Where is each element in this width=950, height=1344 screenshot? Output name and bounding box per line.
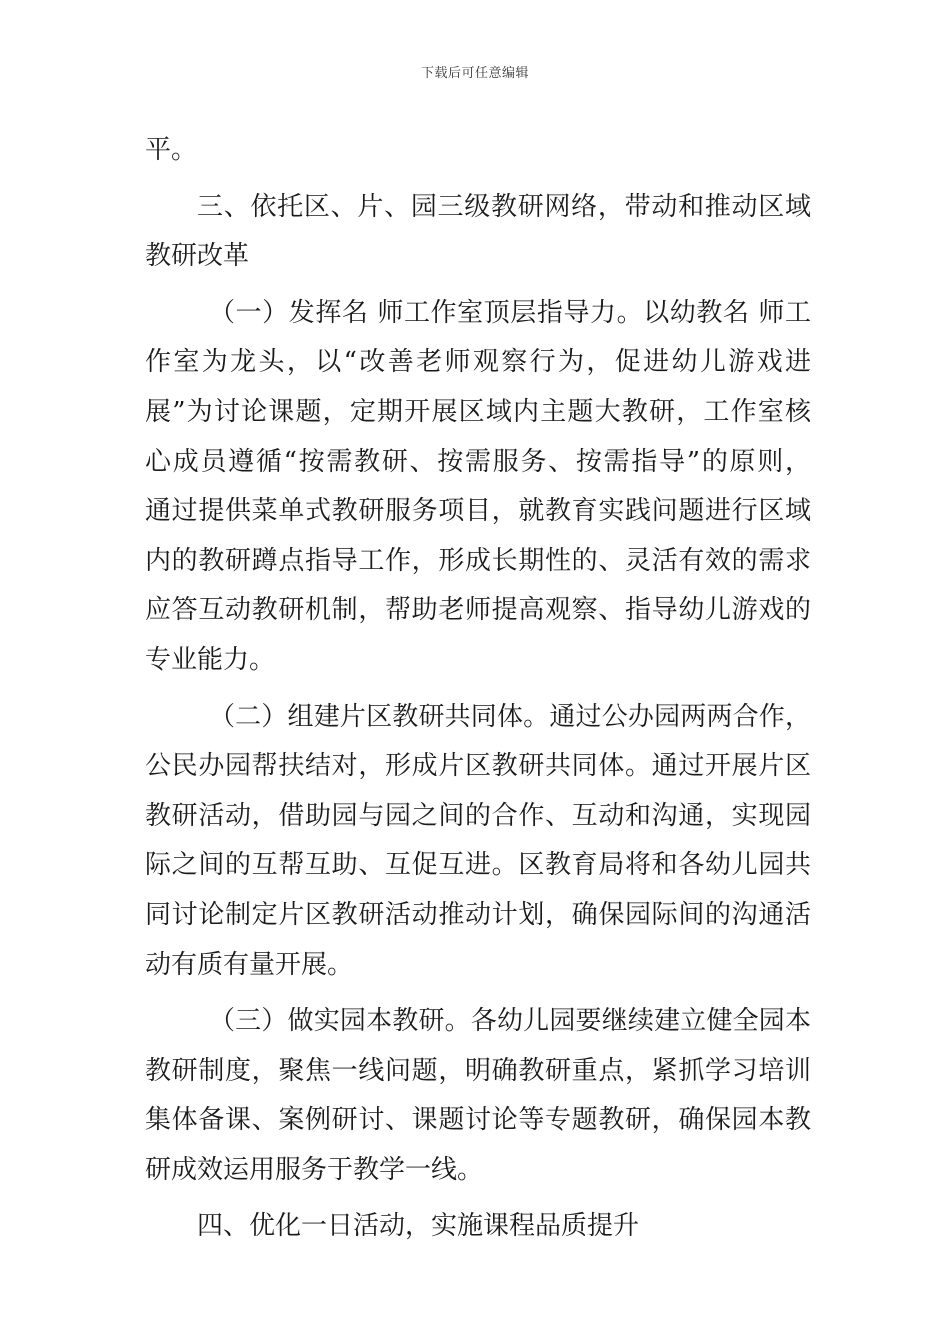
text-line: 公民办园帮扶结对，形成片区教研共同体。通过开展片区 — [145, 751, 811, 782]
text-line: 平。 — [145, 135, 198, 165]
text-line: （三）做实园本教研。各幼儿园要继续建立健全园本 — [209, 1006, 811, 1037]
paragraph — [145, 289, 811, 686]
text-line: 作室为龙头，以“改善老师观察行为，促进幼儿游戏进 — [145, 347, 811, 378]
paragraph — [145, 693, 811, 991]
text-line: 同讨论制定片区教研活动推动计划，确保园际间的沟通活 — [145, 899, 811, 930]
text-line: （一）发挥名 师工作室顶层指导力。以幼教名 师工 — [209, 297, 811, 328]
text-line: 动有质有量开展。 — [145, 949, 354, 980]
text-line: 三、依托区、片、园三级教研网络，带动和推动区域 — [197, 191, 811, 222]
text-line: 展”为讨论课题，定期开展区域内主题大教研，工作室核 — [145, 396, 811, 427]
text-line: 教研制度，聚焦一线问题，明确教研重点，紧抓学习培训 — [145, 1055, 811, 1086]
text-line: 研成效运用服务于教学一线。 — [145, 1154, 484, 1185]
section-heading — [145, 183, 811, 282]
text-line: 通过提供菜单式教研服务项目，就教育实践问题进行区域 — [145, 496, 811, 527]
text-line: 教研改革 — [145, 241, 250, 272]
text-line: （二）组建片区教研共同体。通过公办园两两合作， — [209, 701, 811, 732]
text-line: 集体备课、案例研讨、课题讨论等专题教研，确保园本教 — [145, 1105, 811, 1136]
text-line: 专业能力。 — [145, 644, 276, 675]
paragraph — [145, 126, 811, 176]
page-header-note: 下载后可任意编辑 — [420, 66, 529, 81]
text-line: 心成员遵循“按需教研、按需服务、按需指导”的原则， — [145, 446, 811, 477]
text-line: 教研活动，借助园与园之间的合作、互动和沟通，实现园 — [145, 800, 811, 831]
document-body — [145, 126, 811, 1252]
text-line: 内的教研蹲点指导工作，形成长期性的、灵活有效的需求 — [145, 545, 811, 576]
text-line: 应答互动教研机制，帮助老师提高观察、指导幼儿游戏的 — [145, 595, 811, 626]
text-line: 际之间的互帮互助、互促互进。区教育局将和各幼儿园共 — [145, 850, 811, 881]
paragraph — [145, 997, 811, 1195]
section-heading — [145, 1202, 811, 1252]
text-line: 四、优化一日活动，实施课程品质提升 — [197, 1211, 640, 1242]
